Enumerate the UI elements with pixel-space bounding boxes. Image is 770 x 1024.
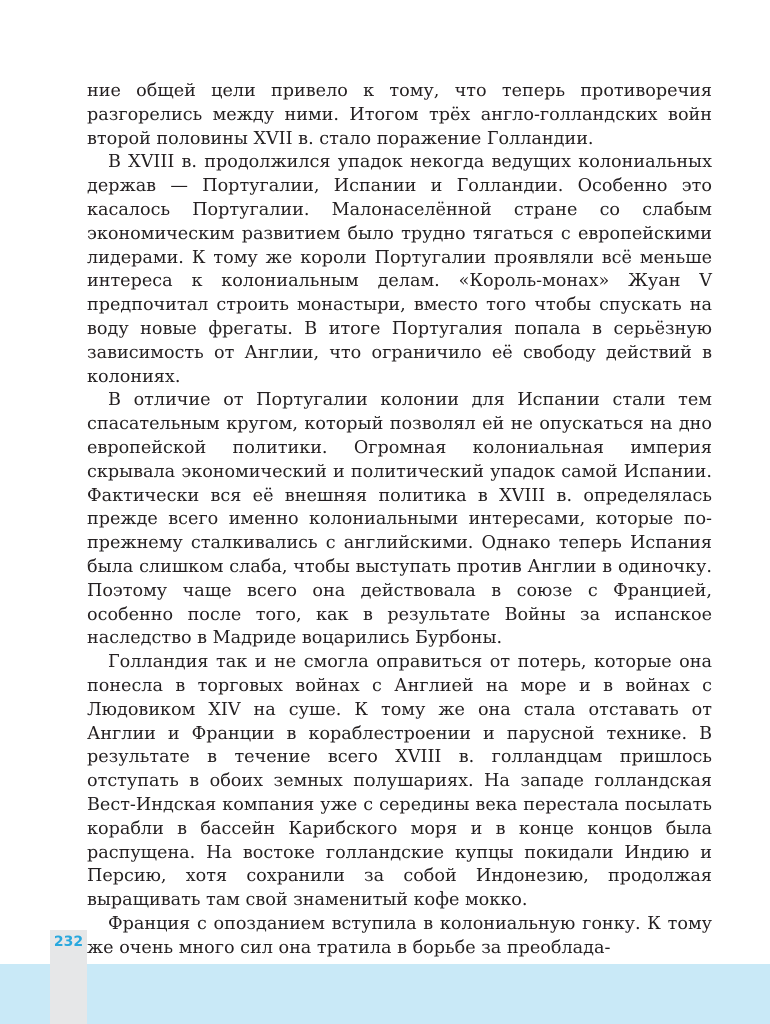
footer-band: [0, 964, 770, 1024]
body-text: [87, 80, 712, 960]
paragraph-holland: Голландия так и не смогла оправиться от потерь, которые она понесла в торговых войнах с Англией на море и в войнах с Людовиком XIV на суше. К тому же она стала отставать от Англии и Франции в кораблестроении и парусной технике. В результате в течение всего XVIII в. голландцам пришлось отступать в обоих земных полушариях. На западе голландская Вест-Индская компания уже с середины века перестала посылать корабли в бассейн Карибского моря и в конце концов была распущена. На востоке голландские купцы покидали Индию и Персию, хотя сохранили за собой Индонезию, продолжая выращивать там свой знаменитый кофе мокко.: [87, 652, 712, 911]
page-number: 232: [53, 934, 84, 950]
paragraph-portugal: В XVIII в. продолжился упадок некогда ведущих колониальных держав — Португалии, Испании и Голландии. Особенно это касалось Португалии. Малонаселённой стране со слабым экономическим развитием было трудно тягаться с европейскими лидерами. К тому же короли Португалии проявляли всё меньше интереса к колониальным делам. «Король-монах» Жуан V предпочитал строить монастыри, вместо того чтобы спускать на воду новые фрегаты. В итоге Португалия попала в серьёзную зависимость от Англии, что ограничило её свободу действий в колониях.: [87, 152, 712, 387]
paragraph-spain: В отличие от Португалии колонии для Испании стали тем спасательным кругом, который позволял ей не опускаться на дно европейской политики. Огромная колониальная империя скрывала экономический и политический упадок самой Испании. Фактически вся её внешняя политика в XVIII в. определялась прежде всего именно колониальными интересами, которые по-прежнему сталкивались с английскими. Однако теперь Испания была слишком слаба, чтобы выступать против Англии в одиночку. Поэтому чаще всего она действовала в союзе с Францией, особенно после того, как в результате Войны за испанское наследство в Мадриде воцарились Бурбоны.: [87, 390, 712, 649]
paragraph-france: Франция с опозданием вступила в колониальную гонку. К тому же очень много сил она тратила в борьбе за преоблада-: [87, 913, 712, 958]
paragraph-continuation: ние общей цели привело к тому, что теперь противоречия разгорелись между ними. Итогом трёх англо-голландских войн второй половины XVII в. стало поражение Голландии.: [87, 81, 712, 149]
